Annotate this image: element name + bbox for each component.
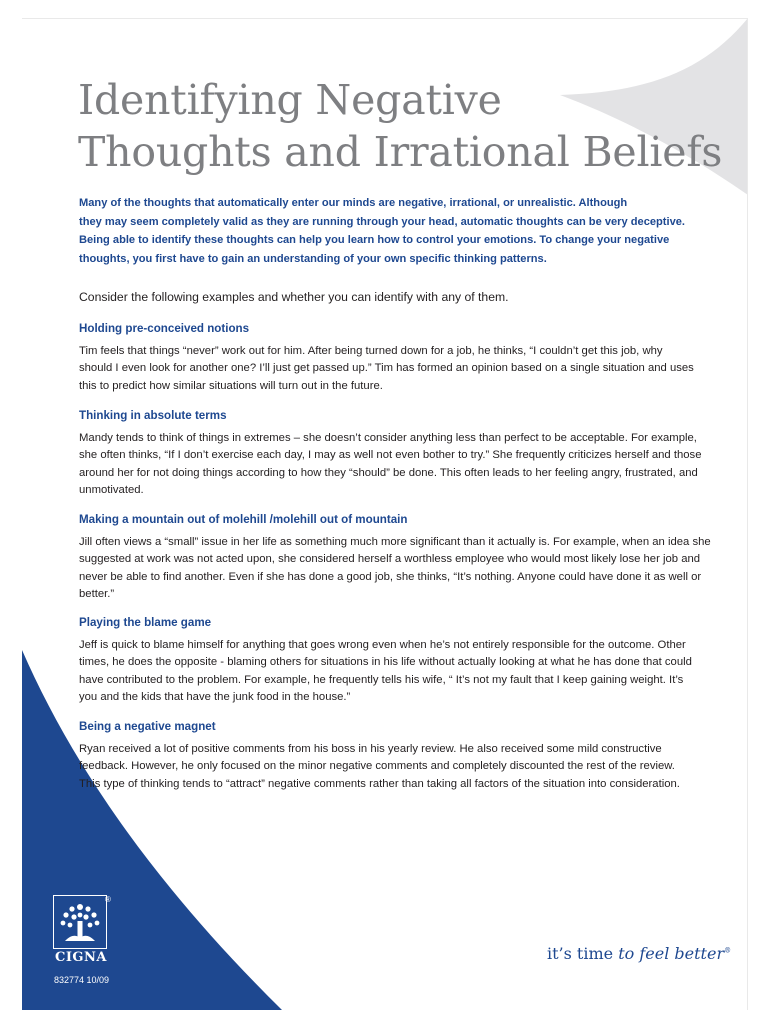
title-line-1: Identifying Negative (78, 76, 502, 124)
section-body (79, 741, 680, 793)
body-line: unmotivated. (79, 483, 144, 496)
tree-icon (53, 895, 107, 949)
intro-line: they may seem completely valid as they are running through your head, automatic thoughts can be very deceptive. (79, 215, 686, 228)
section-heading: Holding pre-conceived notions (79, 322, 250, 335)
intro-line: Being able to identify these thoughts can help you learn how to control your emotions. To change your negative (79, 234, 670, 247)
body-line: should I even look for another one? I’ll just get passed up.” Tim has formed an opinion based on a single situation and uses (79, 362, 694, 375)
section-heading: Being a negative magnet (79, 720, 216, 733)
body-line: she often thinks, “If I don’t exercise each day, I may as well not even bother to try.” She frequently criticizes herself and those (79, 449, 702, 462)
body-line: suggested at work was not acted upon, she considered herself a worthless employee who would most likely lose her job and (79, 553, 701, 566)
cigna-logo (53, 895, 115, 979)
tagline-registered-mark: ® (724, 946, 732, 955)
body-line: have contributed to the problem. For example, he frequently tells his wife, “ It’s not my fault that I keep gaining weight. It’s (79, 673, 684, 686)
intro-paragraph (79, 194, 719, 268)
tagline (547, 944, 731, 963)
body-line: better.” (79, 587, 115, 600)
body-line: this to predict how similar situations will turn out in the future. (79, 379, 383, 392)
body-line: Mandy tends to think of things in extremes – she doesn’t consider anything less than perfect to be acceptable. For example, (79, 432, 697, 444)
body-line: Ryan received a lot of positive comments from his boss in his yearly review. He also received some mild constructive (79, 743, 662, 755)
consider-text: Consider the following examples and whether you can identify with any of them. (79, 290, 509, 304)
body-line: This type of thinking tends to “attract” negative comments rather than taking all factors of the situation into consideration. (79, 777, 680, 790)
section-body (79, 343, 694, 395)
body-line: times, he does the opposite - blaming others for situations in his life without actually looking at what he has done that could (79, 656, 692, 669)
body-line: Jill often views a “small” issue in her life as something much more significant than it actually is. For example, when an idea she (79, 536, 711, 548)
section-heading: Making a mountain out of molehill /molehill out of mountain (79, 513, 408, 526)
body-line: you and the kids that have the junk food in the house.” (79, 690, 351, 703)
body-line: Tim feels that things “never” work out for him. After being turned down for a job, he thinks, “I couldn’t get this job, why (79, 345, 663, 357)
tagline-plain: it’s time (547, 944, 619, 963)
body-line: Jeff is quick to blame himself for anything that goes wrong even when he’s not entirely responsible for the outcome. Other (79, 639, 686, 651)
body-line: feedback. However, he only focused on the minor negative comments and completely discounted the rest of the review. (79, 760, 675, 773)
section-heading: Playing the blame game (79, 616, 212, 629)
section-body (79, 534, 711, 603)
body-line: around her for not doing things according to how they “should” be done. This often leads to her feeling angry, frustrated, and (79, 466, 698, 479)
title-line-2: Thoughts and Irrational Beliefs (78, 128, 723, 176)
page-title (78, 74, 738, 178)
body-line: never be able to find another. Even if she has done a good job, she thinks, “It’s nothing. Anyone could have done it as well or (79, 570, 702, 583)
logo-registered-mark: ® (105, 895, 111, 904)
intro-line: Many of the thoughts that automatically enter our minds are negative, irrational, or unrealistic. Although (79, 197, 628, 209)
cigna-wordmark: CIGNA (55, 950, 107, 965)
section-body (79, 637, 692, 706)
document-code: 832774 10/09 (54, 975, 110, 985)
tagline-italic: to feel better (618, 944, 725, 963)
section-heading: Thinking in absolute terms (79, 409, 227, 422)
section-body (79, 430, 701, 499)
intro-line: thoughts, you first have to gain an understanding of your own specific thinking patterns. (79, 252, 547, 265)
